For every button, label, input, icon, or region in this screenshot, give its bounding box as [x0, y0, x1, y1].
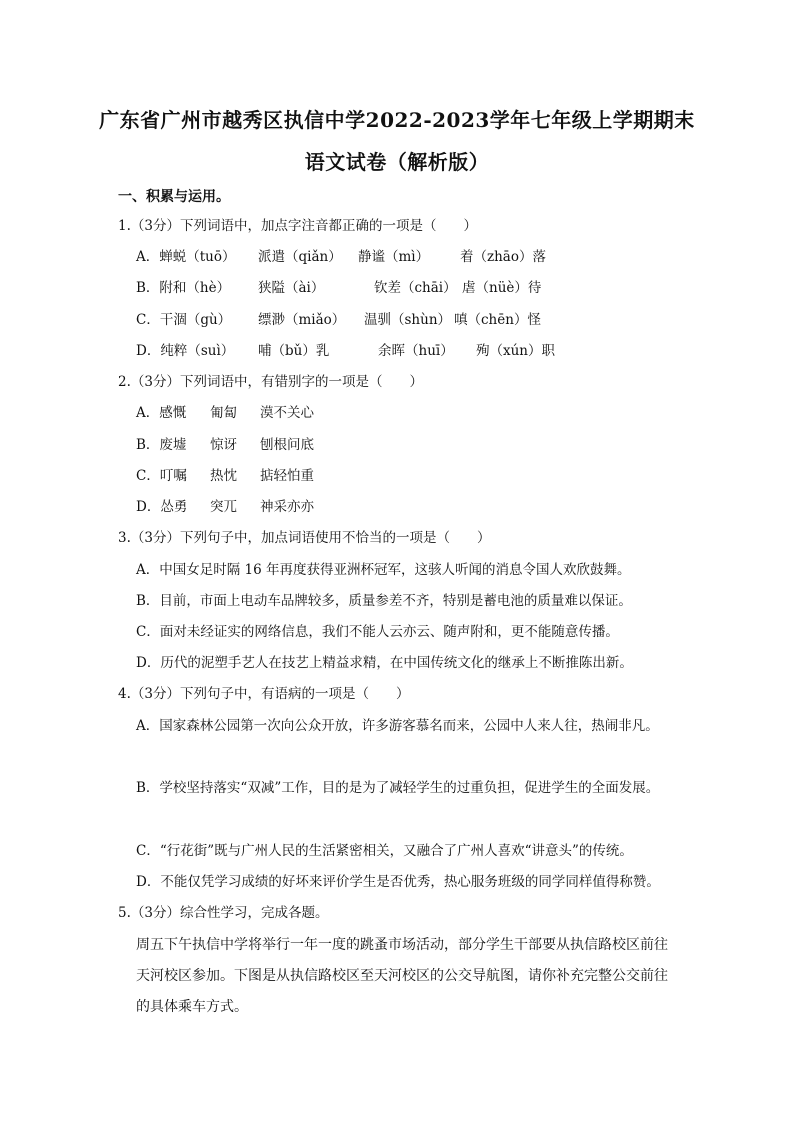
- q3-stem: 3.（3分）下列句子中，加点词语使用不恰当的一项是（ ）: [118, 530, 491, 546]
- q1-stem: 1.（3分）下列词语中，加点字注音都正确的一项是（ ）: [118, 218, 477, 234]
- q2-d-item1: D．怂勇: [136, 499, 188, 515]
- q2-a-item2: 匍匐: [210, 405, 237, 421]
- q1-b-item1: B．附和（hè）: [136, 280, 231, 296]
- q3-option-c: C．面对未经证实的网络信息，我们不能人云亦云、随声附和，更不能随意传播。: [136, 624, 619, 640]
- q2-c-item2: 热忱: [210, 468, 237, 484]
- q1-a-item4: 着（zhāo）落: [460, 249, 546, 265]
- q1-c-item4: 嗔（chēn）怪: [454, 312, 541, 328]
- q1-d-item3: 余晖（huī）: [378, 343, 454, 359]
- q1-c-item2: 缥渺（miǎo）: [258, 312, 346, 328]
- q2-b-item1: B．废墟: [136, 437, 187, 453]
- q2-d-item2: 突兀: [210, 499, 237, 515]
- q1-d-item4: 殉（xún）职: [476, 343, 556, 359]
- section-heading: 一、积累与运用。: [118, 189, 230, 205]
- q2-a-item3: 漠不关心: [260, 405, 314, 421]
- q3-option-a: A．中国女足时隔 16 年再度获得亚洲杯冠军，这骇人听闻的消息令国人欢欣鼓舞。: [136, 562, 631, 578]
- q4-option-a: A．国家森林公园第一次向公众开放，许多游客慕名而来，公园中人来人往，热闹非凡。: [136, 718, 659, 734]
- q2-d-item3: 神采亦亦: [260, 499, 314, 515]
- exam-title-line1: 广东省广州市越秀区执信中学2022-2023学年七年级上学期期末: [99, 108, 695, 132]
- q2-b-item2: 惊讶: [210, 437, 237, 453]
- q4-option-b: B．学校坚持落实“双减”工作，目的是为了减轻学生的过重负担，促进学生的全面发展。: [136, 780, 660, 796]
- q4-option-d: D．不能仅凭学习成绩的好坏来评价学生是否优秀，热心服务班级的同学同样值得称赞。: [136, 874, 660, 890]
- q1-a-item3: 静谧（mì）: [358, 249, 430, 265]
- q1-c-item3: 温驯（shùn）: [364, 312, 452, 328]
- q1-d-item2: 哺（bǔ）乳: [258, 343, 330, 359]
- q5-paragraph-line3: 的具体乘车方式。: [136, 999, 248, 1015]
- q5-paragraph-line2: 天河校区参加。下图是从执信路校区至天河校区的公交导航图，请你补充完整公交前往: [136, 968, 668, 984]
- q1-a-item2: 派遣（qiǎn）: [258, 249, 342, 265]
- q1-b-item4: 虐（nüè）待: [462, 280, 542, 296]
- q2-a-item1: A．感慨: [136, 405, 187, 421]
- q2-b-item3: 刨根问底: [260, 437, 314, 453]
- q2-c-item1: C．叮嘱: [136, 468, 187, 484]
- q3-option-d: D．历代的泥塑手艺人在技艺上精益求精，在中国传统文化的继承上不断推陈出新。: [136, 655, 633, 671]
- q5-stem: 5.（3分）综合性学习，完成各题。: [118, 905, 329, 921]
- q1-b-item2: 狭隘（ài）: [258, 280, 325, 296]
- q5-paragraph-line1: 周五下午执信中学将举行一年一度的跳蚤市场活动，部分学生干部要从执信路校区前往: [136, 937, 668, 953]
- q2-stem: 2.（3分）下列词语中，有错别字的一项是（ ）: [118, 374, 423, 390]
- q1-a-item1: A．蝉蜕（tuō）: [136, 249, 236, 265]
- exam-title-line2: 语文试卷（解析版）: [304, 150, 490, 174]
- q4-stem: 4.（3分）下列句子中，有语病的一项是（ ）: [118, 686, 410, 702]
- q2-c-item3: 掂轻怕重: [260, 468, 314, 484]
- q1-d-item1: D．纯粹（suì）: [136, 343, 235, 359]
- q4-option-c: C．“行花街”既与广州人民的生活紧密相关，又融合了广州人喜欢“讲意头”的传统。: [136, 843, 633, 859]
- q1-c-item1: C．干涸（gù）: [136, 312, 232, 328]
- q1-b-item3: 钦差（chāi）: [374, 280, 457, 296]
- q3-option-b: B．目前，市面上电动车品牌较多，质量参差不齐，特别是蓄电池的质量难以保证。: [136, 593, 632, 609]
